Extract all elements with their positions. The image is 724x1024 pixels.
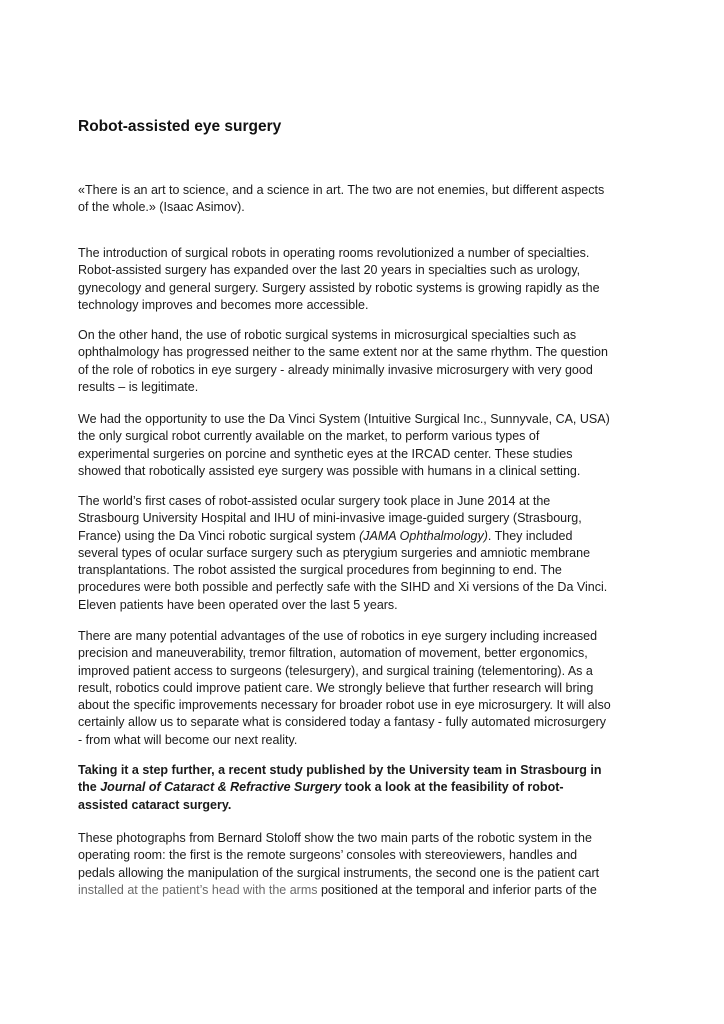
text-segment: . They included <box>487 528 573 543</box>
quote-line: of the whole.» (Isaac Asimov). <box>78 200 245 215</box>
text-line: several types of ocular surface surgery such as pterygium surgeries and amniotic membrane <box>78 545 591 560</box>
text-line: assisted cataract surgery. <box>78 797 232 812</box>
journal-title: Journal of Cataract & Refractive Surgery <box>100 780 342 795</box>
text-line: The world’s first cases of robot-assisted ocular surgery took place in June 2014 at the <box>78 494 551 508</box>
text-line: about the specific improvements necessary for broader robot use in eye microsurgery. It will also <box>78 698 611 713</box>
text-line: of the role of robotics in eye surgery - already minimally invasive microsurgery with very good <box>78 362 593 377</box>
text-line <box>78 882 650 899</box>
study-highlight-paragraph <box>78 762 650 814</box>
text-line: Taking it a step further, a recent study published by the University team in Strasbourg in <box>78 763 602 777</box>
text-segment: installed at the patient’s head with the arms <box>78 882 321 897</box>
text-line: experimental surgeries on porcine and synthetic eyes at the IRCAD center. These studies <box>78 446 573 461</box>
quote-paragraph <box>78 182 650 217</box>
text-line: On the other hand, the use of robotic surgical systems in microsurgical specialties such as <box>78 328 577 342</box>
text-line: result, robotics could improve patient care. We strongly believe that further research will bring <box>78 680 594 695</box>
text-segment: the <box>78 780 101 795</box>
davinci-paragraph <box>78 411 650 480</box>
photographs-paragraph <box>78 830 650 899</box>
text-line: The introduction of surgical robots in operating rooms revolutionized a number of specialties. <box>78 246 590 260</box>
text-line: - from what will become our next reality. <box>78 732 298 747</box>
text-line: certainly allow us to separate what is considered today a fantasy - fully automated microsurgery <box>78 715 607 730</box>
microsurgery-paragraph <box>78 327 650 396</box>
text-line: improved patient access to surgeons (telesurgery), and surgical training (telementoring). As a <box>78 663 593 678</box>
text-segment: took a look at the feasibility of robot- <box>341 780 564 795</box>
first-cases-paragraph <box>78 493 650 614</box>
text-line: We had the opportunity to use the Da Vinci System (Intuitive Surgical Inc., Sunnyvale, CA, USA) <box>78 412 610 426</box>
text-line: gynecology and general surgery. Surgery assisted by robotic systems is growing rapidly as the <box>78 280 600 295</box>
text-line <box>78 779 650 796</box>
text-line: Eleven patients have been operated over the last 5 years. <box>78 597 398 612</box>
text-line: showed that robotically assisted eye surgery was possible with humans in a clinical setting. <box>78 463 581 478</box>
text-line: results – is legitimate. <box>78 379 199 394</box>
text-line <box>78 528 650 545</box>
intro-paragraph <box>78 245 650 314</box>
text-line: Strasbourg University Hospital and IHU of mini-invasive image-guided surgery (Strasbourg, <box>78 511 582 526</box>
text-line: technology improves and becomes more accessible. <box>78 297 369 312</box>
text-line: Robot-assisted surgery has expanded over the last 20 years in specialties such as urology, <box>78 263 581 278</box>
text-line: the only surgical robot currently available on the market, to perform various types of <box>78 429 540 444</box>
text-line: transplantations. The robot assisted the surgical procedures from beginning to end. The <box>78 563 562 578</box>
page-title: Robot-assisted eye surgery <box>78 118 282 135</box>
text-segment: positioned at the temporal and inferior parts of the <box>320 882 597 897</box>
journal-citation: (JAMA Ophthalmology) <box>359 528 488 543</box>
text-segment: France) using the Da Vinci robotic surgical system <box>78 528 360 543</box>
text-line: precision and maneuverability, tremor filtration, automation of movement, better ergonomics, <box>78 646 588 661</box>
quote-line: «There is an art to science, and a science in art. The two are not enemies, but different aspects <box>78 183 605 197</box>
text-line: pedals allowing the manipulation of the surgical instruments, the second one is the patient cart <box>78 865 600 880</box>
text-line: These photographs from Bernard Stoloff show the two main parts of the robotic system in the <box>78 831 592 845</box>
text-line: There are many potential advantages of the use of robotics in eye surgery including increased <box>78 629 598 643</box>
text-line: operating room: the first is the remote surgeons’ consoles with stereoviewers, handles and <box>78 848 578 863</box>
advantages-paragraph <box>78 628 650 749</box>
text-line: procedures were both possible and perfectly safe with the SIHD and Xi versions of the Da Vinci. <box>78 580 608 595</box>
text-line: ophthalmology has progressed neither to the same extent nor at the same rhythm. The question <box>78 345 608 360</box>
